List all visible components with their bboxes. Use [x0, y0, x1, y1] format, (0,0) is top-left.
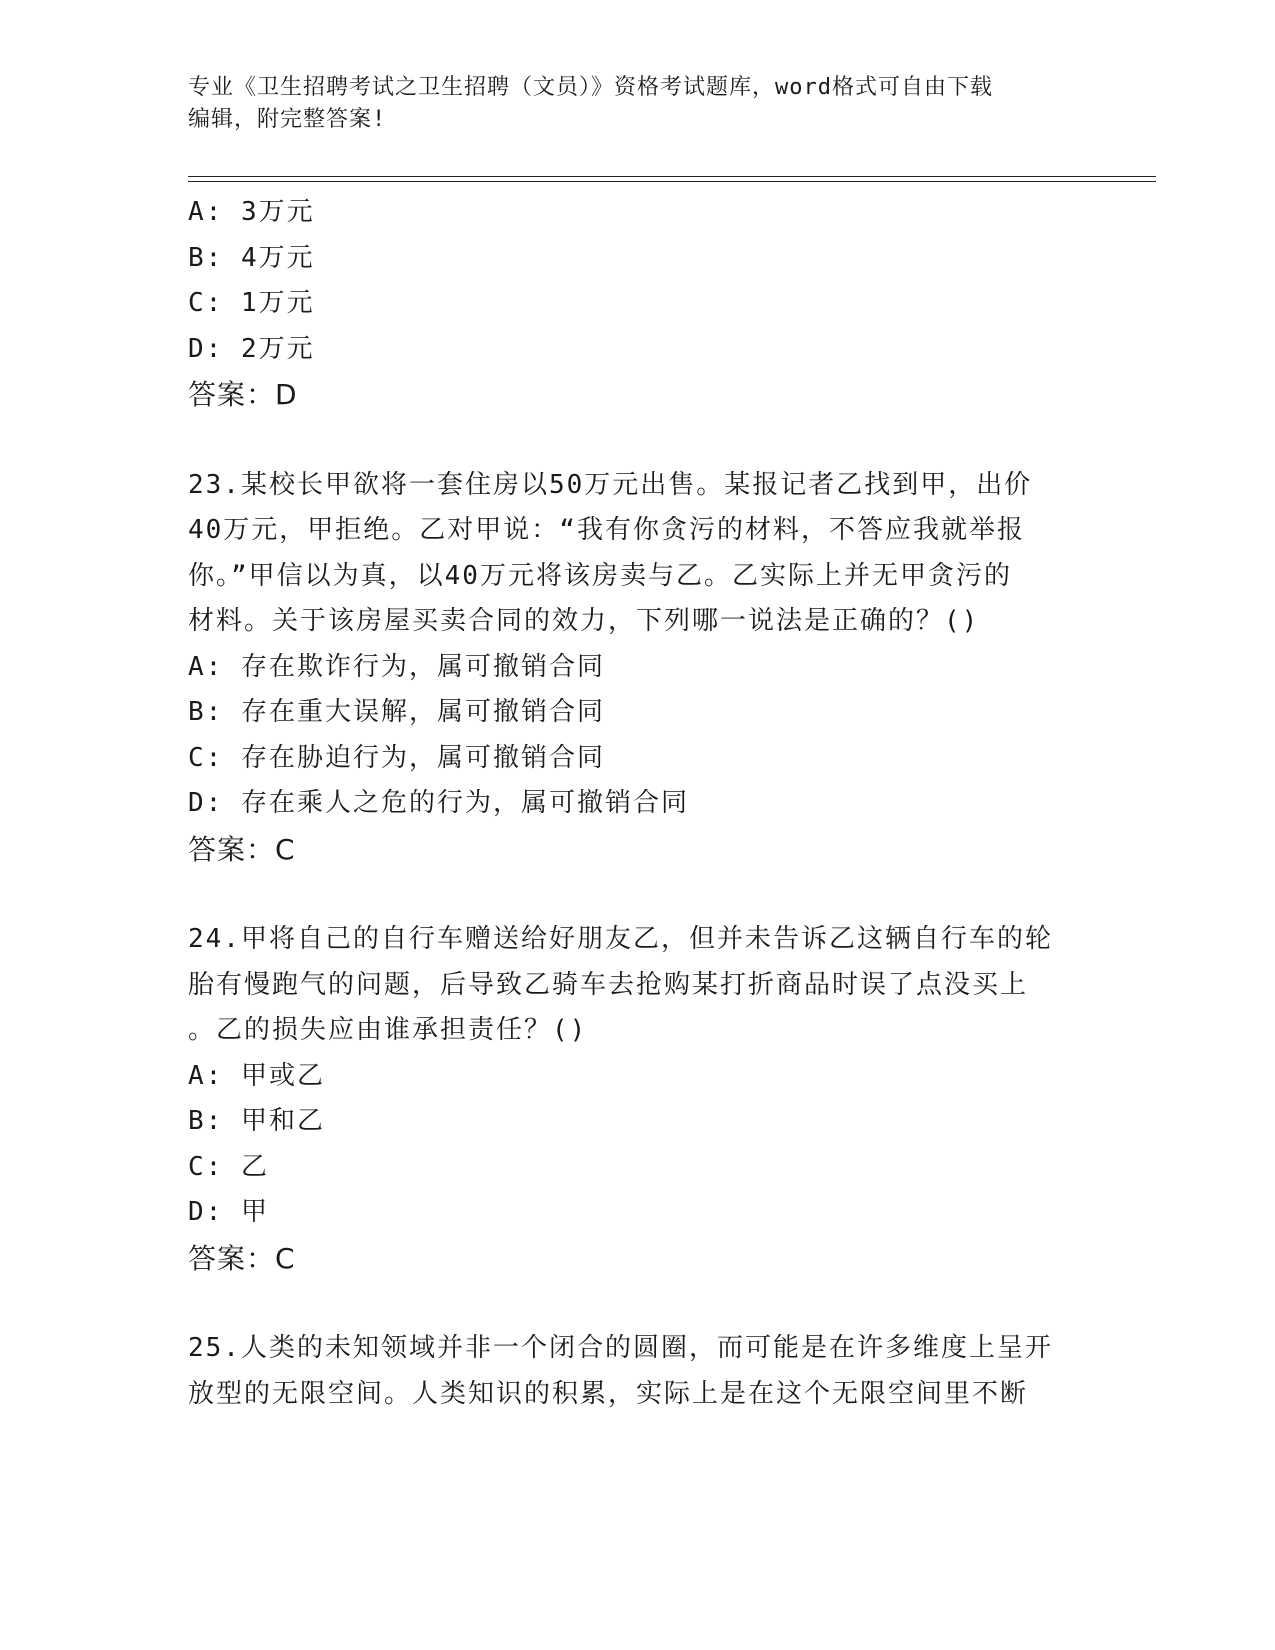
question-25 [188, 1326, 1088, 1417]
question-text-line: 。乙的损失应由谁承担责任？() [188, 1015, 588, 1045]
question-text-line: 24.甲将自己的自行车赠送给好朋友乙，但并未告诉乙这辆自行车的轮 [188, 924, 1053, 954]
option-d: D: 甲 [188, 1197, 269, 1227]
question-text-line: 放型的无限空间。人类知识的积累，实际上是在这个无限空间里不断 [188, 1378, 1029, 1409]
question-text-line: 你。”甲信以为真，以40万元将该房卖与乙。乙实际上并无甲贪污的 [188, 560, 1012, 591]
answer: 答案：D [188, 378, 298, 411]
question-text-line: 40万元，甲拒绝。乙对甲说：“我有你贪污的材料，不答应我就举报 [188, 515, 1025, 545]
option-c: C: 存在胁迫行为，属可撤销合同 [188, 742, 605, 773]
option-a: A: 存在欺诈行为，属可撤销合同 [188, 651, 605, 682]
question-24 [188, 917, 1088, 1281]
question-text-line: 材料。关于该房屋买卖合同的效力，下列哪一说法是正确的？() [188, 606, 980, 636]
option-a: A: 甲或乙 [188, 1060, 325, 1091]
question-text-line: 25.人类的未知领域并非一个闭合的圆圈，而可能是在许多维度上呈开 [188, 1333, 1053, 1363]
option-d: D: 2万元 [188, 333, 315, 364]
question-23 [188, 463, 1088, 873]
header-rule-top [188, 176, 1156, 177]
question-text-line: 胎有慢跑气的问题，后导致乙骑车去抢购某打折商品时误了点没买上 [188, 969, 1029, 1000]
option-b: B: 4万元 [188, 242, 315, 273]
header-rule-bottom [188, 181, 1156, 182]
option-a: A: 3万元 [188, 197, 315, 227]
page-header [188, 72, 1068, 136]
answer: 答案：C [188, 1241, 296, 1275]
option-b: B: 甲和乙 [188, 1106, 325, 1136]
option-b: B: 存在重大误解，属可撤销合同 [188, 697, 605, 727]
question-22-options [188, 190, 1088, 418]
option-c: C: 1万元 [188, 288, 315, 318]
option-d: D: 存在乘人之危的行为，属可撤销合同 [188, 788, 689, 818]
answer: 答案：C [188, 832, 296, 866]
option-c: C: 乙 [188, 1151, 269, 1182]
document-body [188, 190, 1088, 1417]
header-line-2: 编辑，附完整答案! [188, 107, 387, 132]
question-text-line: 23.某校长甲欲将一套住房以50万元出售。某报记者乙找到甲，出价 [188, 469, 1033, 500]
header-line-1: 专业《卫生招聘考试之卫生招聘（文员）》资格考试题库，word格式可自由下载 [188, 75, 993, 100]
